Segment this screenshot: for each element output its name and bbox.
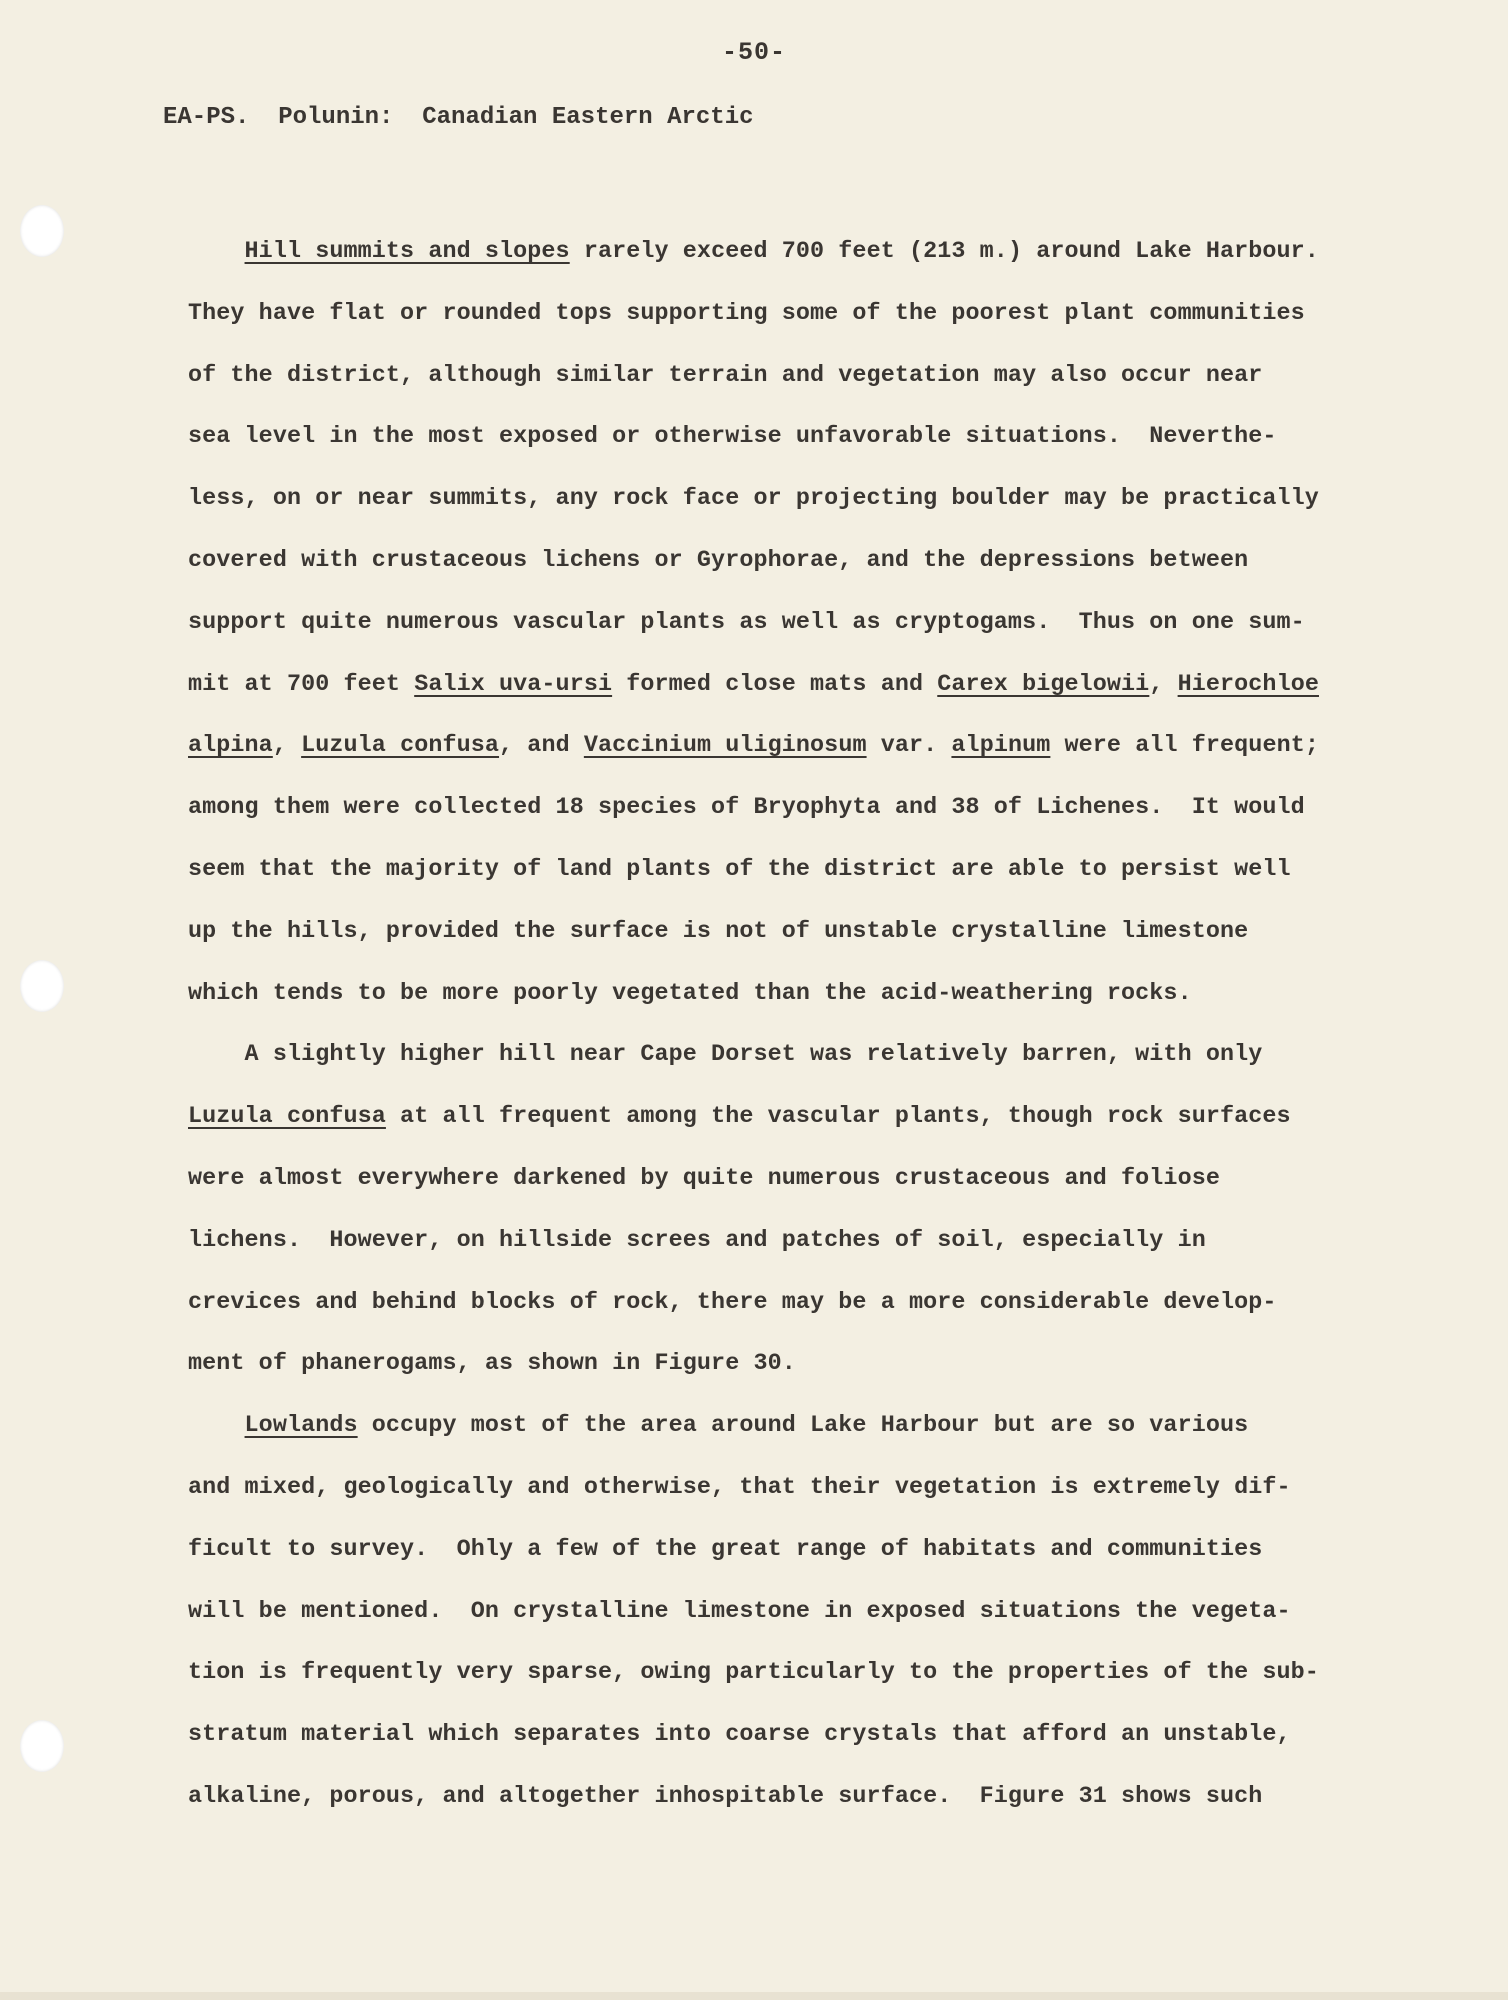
text-line [188,1097,1428,1159]
punch-hole [20,960,64,1012]
text-line [188,726,1428,788]
text-segment: They have flat or rounded tops supporting some of the poorest plant communities [188,300,1305,327]
text-line [188,1530,1428,1592]
underlined-term: Lowlands [244,1413,358,1440]
underlined-term: alpina [188,733,273,760]
text-segment [188,239,245,265]
text-segment: less, on or near summits, any rock face or projecting boulder may be practically [188,486,1319,513]
text-line [188,1777,1428,1839]
text-line [188,1406,1428,1468]
text-line [188,1159,1428,1221]
punch-hole [20,1720,64,1772]
text-segment: ment of phanerogams, as shown in Figure 30. [188,1351,796,1378]
page-number: -50- [721,38,786,67]
text-segment: alkaline, porous, and altogether inhospitable surface. Figure 31 shows such [188,1783,1263,1810]
underlined-term: Luzula confusa [301,733,500,760]
text-line [188,1344,1428,1406]
text-segment: were all frequent; [1050,733,1319,760]
running-head: EA-PS. Polunin: Canadian Eastern Arctic [163,104,754,131]
punch-hole [20,205,64,257]
text-segment: of the district, although similar terrain and vegetation may also occur near [188,362,1263,389]
page-bottom-edge [0,1992,1508,2000]
text-segment: lichens. However, on hillside screes and patches of soil, especially in [188,1227,1206,1254]
text-segment: A slightly higher hill near Cape Dorset was relatively barren, with only [188,1042,1263,1069]
body-text [188,232,1428,1839]
text-segment: support quite numerous vascular plants as well as cryptogams. Thus on one sum- [188,609,1305,636]
text-segment: mit at 700 feet [188,671,415,698]
text-line [188,294,1428,356]
text-line [188,788,1428,850]
text-segment: which tends to be more poorly vegetated than the acid-weathering rocks. [188,980,1192,1007]
text-line [188,232,1428,294]
text-segment: ficult to survey. Ohly a few of the great range of habitats and communities [188,1536,1263,1563]
text-line [188,974,1428,1036]
underlined-term: Luzula confusa [188,1104,386,1131]
text-line [188,912,1428,974]
text-line [188,1468,1428,1530]
text-segment: sea level in the most exposed or otherwise unfavorable situations. Neverthe- [188,424,1277,451]
underlined-term: Vaccinium uliginosum [583,733,867,760]
text-segment: up the hills, provided the surface is not of unstable crystalline limestone [188,918,1249,945]
text-line [188,1035,1428,1097]
text-segment: seem that the majority of land plants of the district are able to persist well [188,856,1291,883]
text-segment: were almost everywhere darkened by quite numerous crustaceous and foliose [188,1165,1220,1192]
text-line [188,603,1428,665]
text-segment: occupy most of the area around Lake Harbour but are so various [357,1413,1249,1440]
text-line [188,1715,1428,1777]
text-line [188,1283,1428,1345]
text-segment: , and [499,733,584,760]
text-line [188,417,1428,479]
text-segment: rarely exceed 700 feet (213 m.) around Lake Harbour. [569,239,1319,265]
text-segment: will be mentioned. On crystalline limestone in exposed situations the vegeta- [188,1598,1291,1625]
text-segment: var. [866,733,952,760]
text-line [188,1592,1428,1654]
underlined-term: alpinum [951,733,1051,760]
text-segment: formed close mats and [612,671,938,698]
text-segment: , [1149,671,1178,698]
text-segment: tion is frequently very sparse, owing particularly to the properties of the sub- [188,1660,1319,1687]
text-segment [188,1413,245,1439]
text-segment: covered with crustaceous lichens or Gyrophorae, and the depressions between [188,547,1249,574]
text-line [188,1653,1428,1715]
text-line [188,850,1428,912]
text-segment: stratum material which separates into coarse crystals that afford an unstable, [188,1722,1291,1749]
text-segment: and mixed, geologically and otherwise, that their vegetation is extremely dif- [188,1474,1291,1501]
underlined-term: Hill summits and slopes [244,239,570,265]
underlined-term: Salix uva-ursi [414,671,613,698]
text-line [188,1221,1428,1283]
text-segment: crevices and behind blocks of rock, there may be a more considerable develop- [188,1289,1277,1316]
text-line [188,479,1428,541]
text-line [188,541,1428,603]
underlined-term: Carex bigelowii [937,671,1150,698]
text-line [188,665,1428,727]
text-line [188,356,1428,418]
text-segment: at all frequent among the vascular plants, though rock surfaces [385,1104,1291,1131]
underlined-term: Hierochloe [1177,671,1319,698]
text-segment: among them were collected 18 species of Bryophyta and 38 of Lichenes. It would [188,795,1305,822]
text-segment: , [272,733,302,760]
